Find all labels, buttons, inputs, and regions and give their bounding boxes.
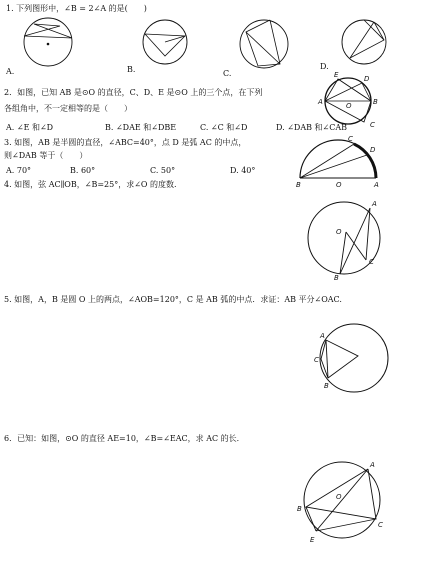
q6-stem: 6．已知：如图，⊙O 的直径 AE=10，∠B=∠EAC，求 AC 的长． [4, 434, 245, 443]
q3-label-d: D [370, 146, 376, 154]
q3-stem-line1: 3. 如图，AB 是半圆的直径，∠ABC=40°，点 D 是弧 AC 的中点， [4, 138, 247, 147]
q2-label-d: D [364, 75, 370, 83]
q6-label-a: A [370, 461, 375, 469]
q1-choice-a: A. [6, 67, 15, 76]
q1-figure-c [234, 14, 296, 72]
q2-label-o: O [346, 102, 352, 110]
q4-label-a: A [372, 200, 377, 208]
q1-figure-b [135, 14, 195, 68]
q5-figure [314, 318, 390, 398]
q4-label-b: B [334, 274, 339, 282]
q2-stem-line2: 各组角中，不一定相等的是（ ） [4, 104, 132, 113]
q2-option-c: C. ∠C 和∠D [200, 123, 248, 132]
q2-label-e: E [334, 71, 339, 79]
q6-label-c: C [378, 521, 383, 529]
q4-label-c: C [369, 258, 374, 266]
q5-stem: 5. 如图，A，B 是圆 O 上的两点，∠AOB=120°，C 是 AB 弧的中点．求证：AB 平分∠OAC. [4, 295, 342, 304]
q1-stem: 1. 下列图形中，∠B = 2∠A 的是( ) [6, 4, 147, 13]
q3-figure [292, 130, 384, 190]
q2-option-d: D. ∠DAB 和∠CAB [276, 123, 348, 132]
q1-figure-d [334, 14, 394, 70]
q2-option-b: B. ∠DAE 和∠DBE [105, 123, 177, 132]
q2-stem-line1: 2．如图，已知 AB 是⊙O 的直径，C、D、E 是⊙O 上的三个点，在下列 [4, 88, 263, 97]
q3-label-b: B [296, 181, 301, 189]
q2-label-b: B [373, 98, 378, 106]
q6-label-o: O [336, 493, 342, 501]
q1-choice-d: D. [320, 62, 329, 71]
q3-label-o: O [336, 181, 342, 189]
q3-stem-line2: 则∠DAB 等于（ ） [4, 151, 88, 160]
q2-label-c: C [370, 121, 375, 129]
q6-figure [294, 455, 390, 545]
q5-label-b: B [324, 382, 329, 390]
q2-figure [318, 70, 378, 128]
q3-label-c: C [348, 135, 353, 143]
q5-label-a: A [320, 332, 325, 340]
q2-option-a: A. ∠E 和∠D [6, 123, 54, 132]
q6-label-b: B [297, 505, 302, 513]
q6-label-e: E [310, 536, 315, 544]
q5-label-c: C [314, 356, 319, 364]
q4-stem: 4. 如图，弦 AC∥OB，∠B=25°，求∠O 的度数. [4, 180, 177, 189]
q1-choice-b: B. [127, 65, 136, 74]
q3-label-a: A [374, 181, 379, 189]
q3-option-a: A. 70° [6, 166, 32, 175]
q3-option-d: D. 40° [230, 166, 256, 175]
q3-option-b: B. 60° [70, 166, 96, 175]
q1-choice-c: C. [223, 69, 232, 78]
q2-label-a: A [318, 98, 323, 106]
q3-option-c: C. 50° [150, 166, 176, 175]
q4-figure [306, 194, 386, 280]
q4-label-o: O [336, 228, 342, 236]
q1-figure-a [16, 14, 80, 70]
